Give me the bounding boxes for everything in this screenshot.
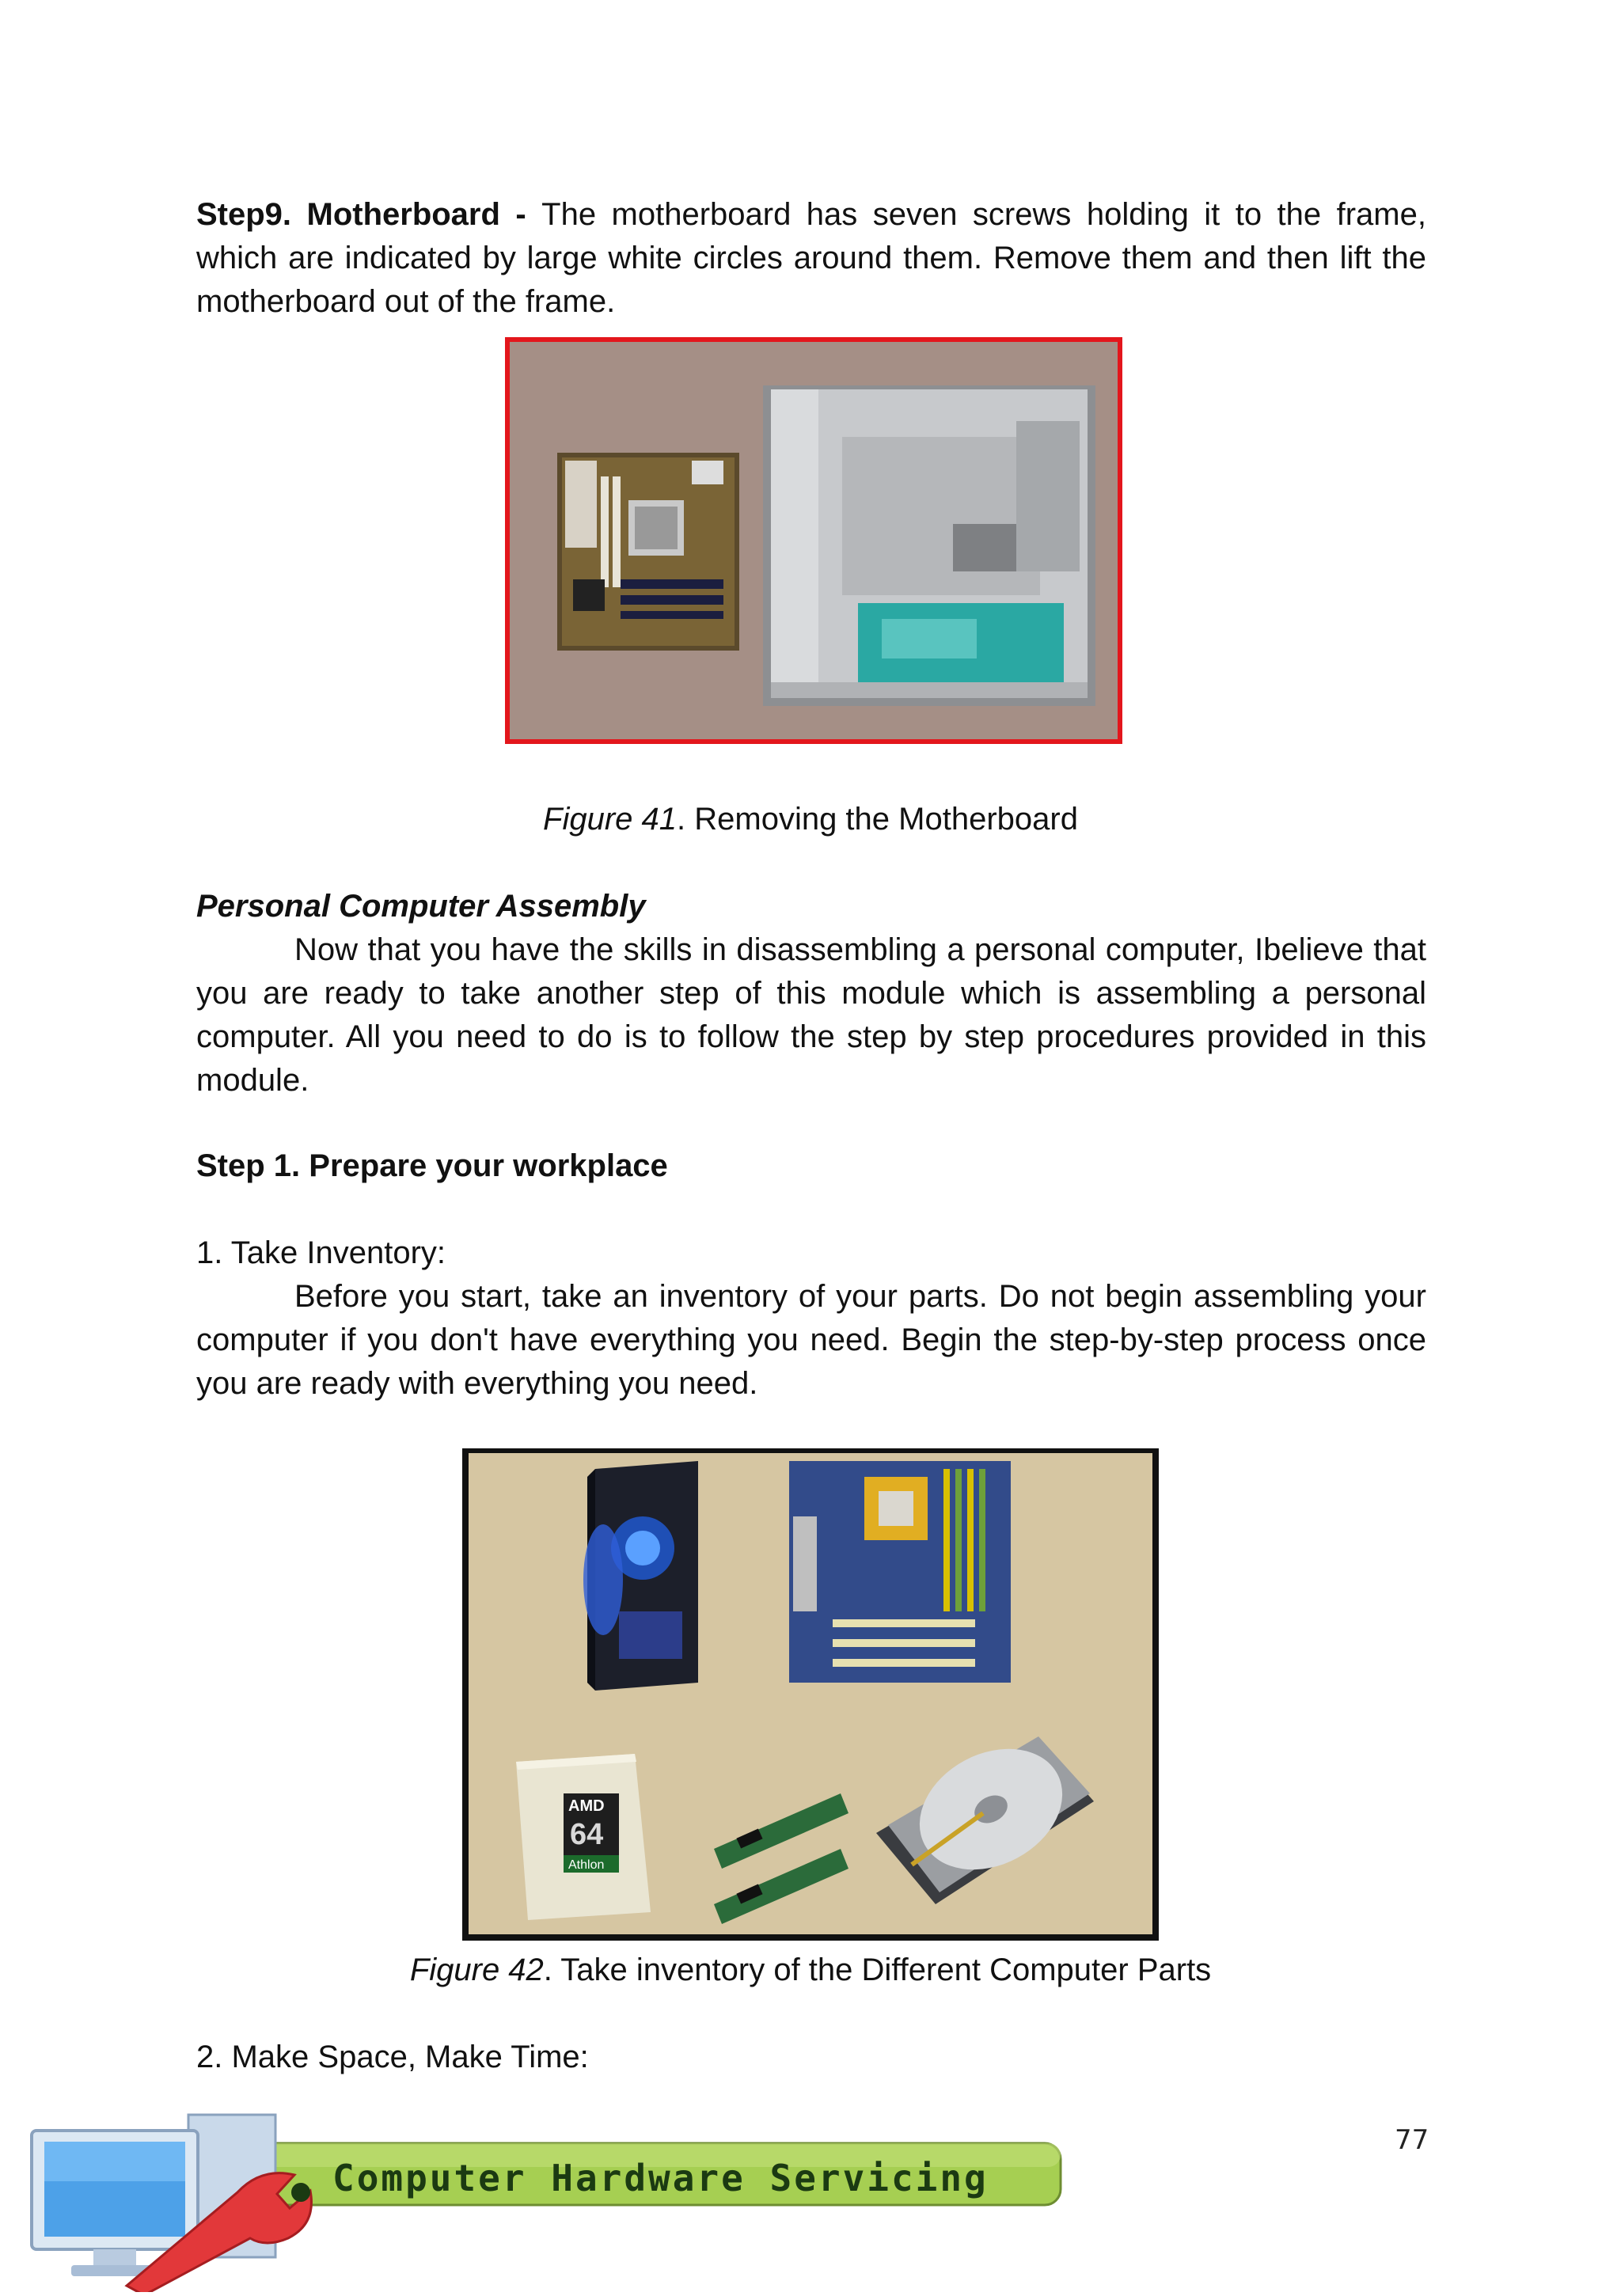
banner-title: Computer Hardware Servicing [332, 2157, 989, 2199]
assembly-title: Personal Computer Assembly [196, 889, 646, 924]
figure-41-caption-text: . Removing the Motherboard [677, 802, 1078, 837]
figure-41-label: Figure 41 [543, 802, 678, 837]
amd-athlon-cpu-illustration [516, 1754, 651, 1920]
tower-case-illustration [583, 1461, 698, 1691]
step9-paragraph [196, 193, 1426, 324]
step9-body: The motherboard has seven screws holding it to the frame, which are indicated by large white circles around them. Remove them and then lift the motherboard out of the frame. [196, 197, 1426, 319]
figure-41-image [505, 337, 1122, 744]
step1-heading: Step 1. Prepare your workplace [196, 1148, 668, 1183]
cpu-number-text: 64 [570, 1818, 604, 1851]
figure-42-label: Figure 42 [409, 1953, 544, 1987]
assembly-intro: Now that you have the skills in disassembling a personal computer, Ibelieve that you are ready to take another step of this module which is assembling a personal computer. All you need to do is to follow the step by step procedures provided in this module. [196, 932, 1426, 1098]
figure-42-caption [0, 1949, 1621, 1992]
cpu-brand-text: AMD [568, 1797, 605, 1815]
figure-41-caption [0, 798, 1621, 841]
inventory-title: 1. Take Inventory: [196, 1235, 446, 1270]
motherboard-illustration [557, 453, 739, 651]
figure-42-caption-text: . Take inventory of the Different Computer Parts [543, 1953, 1212, 1987]
computer-parts-photo [469, 1453, 1152, 1934]
step9-heading: Step9. Motherboard - [196, 197, 542, 232]
makespace-title: 2. Make Space, Make Time: [196, 2040, 589, 2074]
figure-42-image [462, 1448, 1159, 1941]
cpu-name-text: Athlon [568, 1858, 605, 1872]
computer-case-frame [763, 385, 1095, 706]
inventory-body: Before you start, take an inventory of your parts. Do not begin assembling your computer if you don't have everything you need. Begin the step-by-step process once you are ready with everything you need. [196, 1279, 1426, 1401]
motherboard-removed-photo [510, 342, 1118, 739]
motherboard-parts-illustration [789, 1461, 1011, 1683]
page-number: 77 [1395, 2124, 1429, 2156]
